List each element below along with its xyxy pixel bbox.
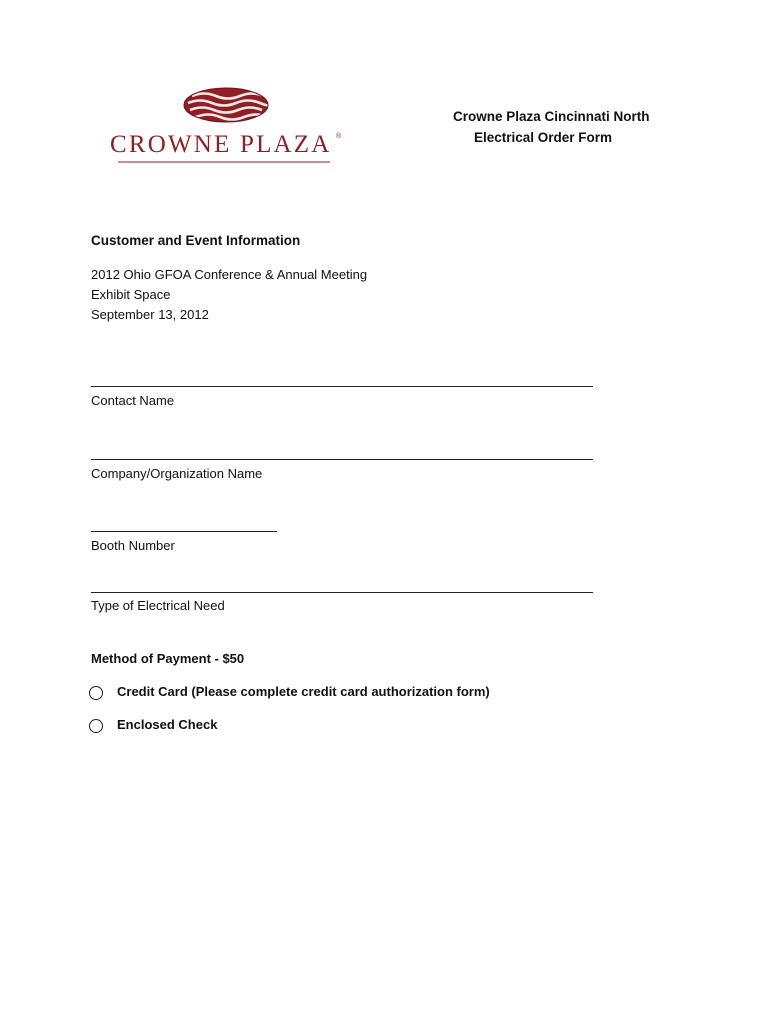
form-title: Electrical Order Form: [474, 130, 613, 145]
customer-section-heading: Customer and Event Information: [91, 233, 301, 248]
electrical-need-line[interactable]: [91, 592, 593, 593]
crowne-plaza-logo: [100, 86, 350, 170]
hotel-title: Crowne Plaza Cincinnati North: [453, 109, 650, 124]
booth-number-line[interactable]: [91, 531, 277, 532]
contact-name-label: Contact Name: [91, 393, 175, 408]
event-name: 2012 Ohio GFOA Conference & Annual Meeting: [91, 267, 368, 282]
contact-name-line[interactable]: [91, 386, 593, 387]
logo-wordmark: CROWNE PLAZA: [110, 131, 332, 158]
enclosed-check-option-label: Enclosed Check: [117, 717, 218, 732]
electrical-need-label: Type of Electrical Need: [91, 598, 225, 613]
event-date: September 13, 2012: [91, 307, 209, 322]
credit-card-option-label: Credit Card (Please complete credit card authorization form): [117, 684, 490, 699]
registered-mark: ®: [336, 133, 342, 140]
booth-number-label: Booth Number: [91, 538, 175, 553]
credit-card-radio[interactable]: [89, 686, 103, 700]
event-space: Exhibit Space: [91, 287, 171, 302]
company-name-line[interactable]: [91, 459, 593, 460]
payment-heading: Method of Payment - $50: [91, 651, 245, 666]
enclosed-check-radio[interactable]: [89, 719, 103, 733]
company-name-label: Company/Organization Name: [91, 466, 263, 481]
